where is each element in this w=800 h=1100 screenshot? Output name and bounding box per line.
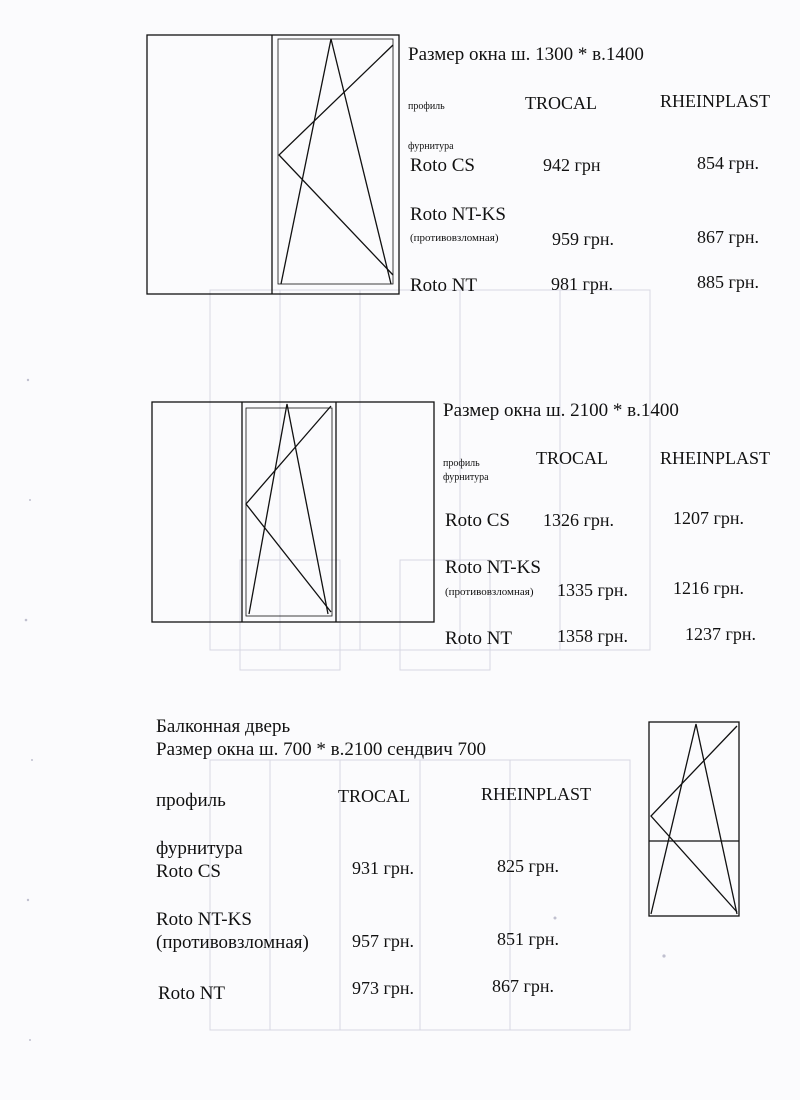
window-2-title: Размер окна ш. 2100 * в.1400 [443,400,679,421]
price-trocal: 1326 грн. [543,510,615,530]
price-trocal: 981 грн. [551,274,614,294]
price-rheinplast: 854 грн. [697,153,760,173]
row-note: (противовзломная) [445,586,534,598]
row-name: Roto NT [445,628,513,649]
price-trocal: 942 грн [543,155,601,175]
column-header-rheinplast: RHEINPLAST [660,448,771,468]
window-1-title: Размер окна ш. 1300 * в.1400 [408,44,644,65]
row-name: Roto NT [158,983,226,1004]
row-name: Roto NT [410,275,478,296]
price-trocal: 973 грн. [352,978,415,998]
column-header-trocal: TROCAL [338,786,410,806]
price-rheinplast: 1216 грн. [673,578,745,598]
column-header-trocal: TROCAL [536,448,608,468]
column-header-rheinplast: RHEINPLAST [660,91,771,111]
column-header-trocal: TROCAL [525,93,597,113]
price-rheinplast: 867 грн. [492,976,555,996]
row-name: Roto CS [156,861,221,882]
price-rheinplast: 851 грн. [497,929,560,949]
price-trocal: 1358 грн. [557,626,629,646]
price-rheinplast: 825 грн. [497,856,560,876]
window-2-diagram [150,400,436,624]
row-name: Roto CS [445,510,510,531]
window-1-diagram [145,33,401,296]
row-name: Roto NT-KS [410,204,506,225]
profile-label: профиль [443,458,480,469]
price-rheinplast: 867 грн. [697,227,760,247]
row-name: Roto NT-KS [445,557,541,578]
price-trocal: 1335 грн. [557,580,629,600]
price-trocal: 931 грн. [352,858,415,878]
row-note: (противовзломная) [156,932,309,953]
fittings-label: фурнитура [408,141,454,152]
price-rheinplast: 1207 грн. [673,508,745,528]
row-name: Roto NT-KS [156,909,252,930]
price-trocal: 957 грн. [352,931,415,951]
profile-label: профиль [408,101,445,112]
door-title: Размер окна ш. 700 * в.2100 сендвич 700 [156,739,487,760]
price-rheinplast: 1237 грн. [685,624,757,644]
price-trocal: 959 грн. [552,229,615,249]
door-heading: Балконная дверь [156,716,291,737]
row-note: (противовзломная) [410,232,499,244]
profile-label: профиль [156,790,226,811]
price-rheinplast: 885 грн. [697,272,760,292]
fittings-label: фурнитура [443,472,489,483]
column-header-rheinplast: RHEINPLAST [481,784,592,804]
fittings-label: фурнитура [156,838,243,859]
door-diagram [647,720,741,918]
row-name: Roto CS [410,155,475,176]
